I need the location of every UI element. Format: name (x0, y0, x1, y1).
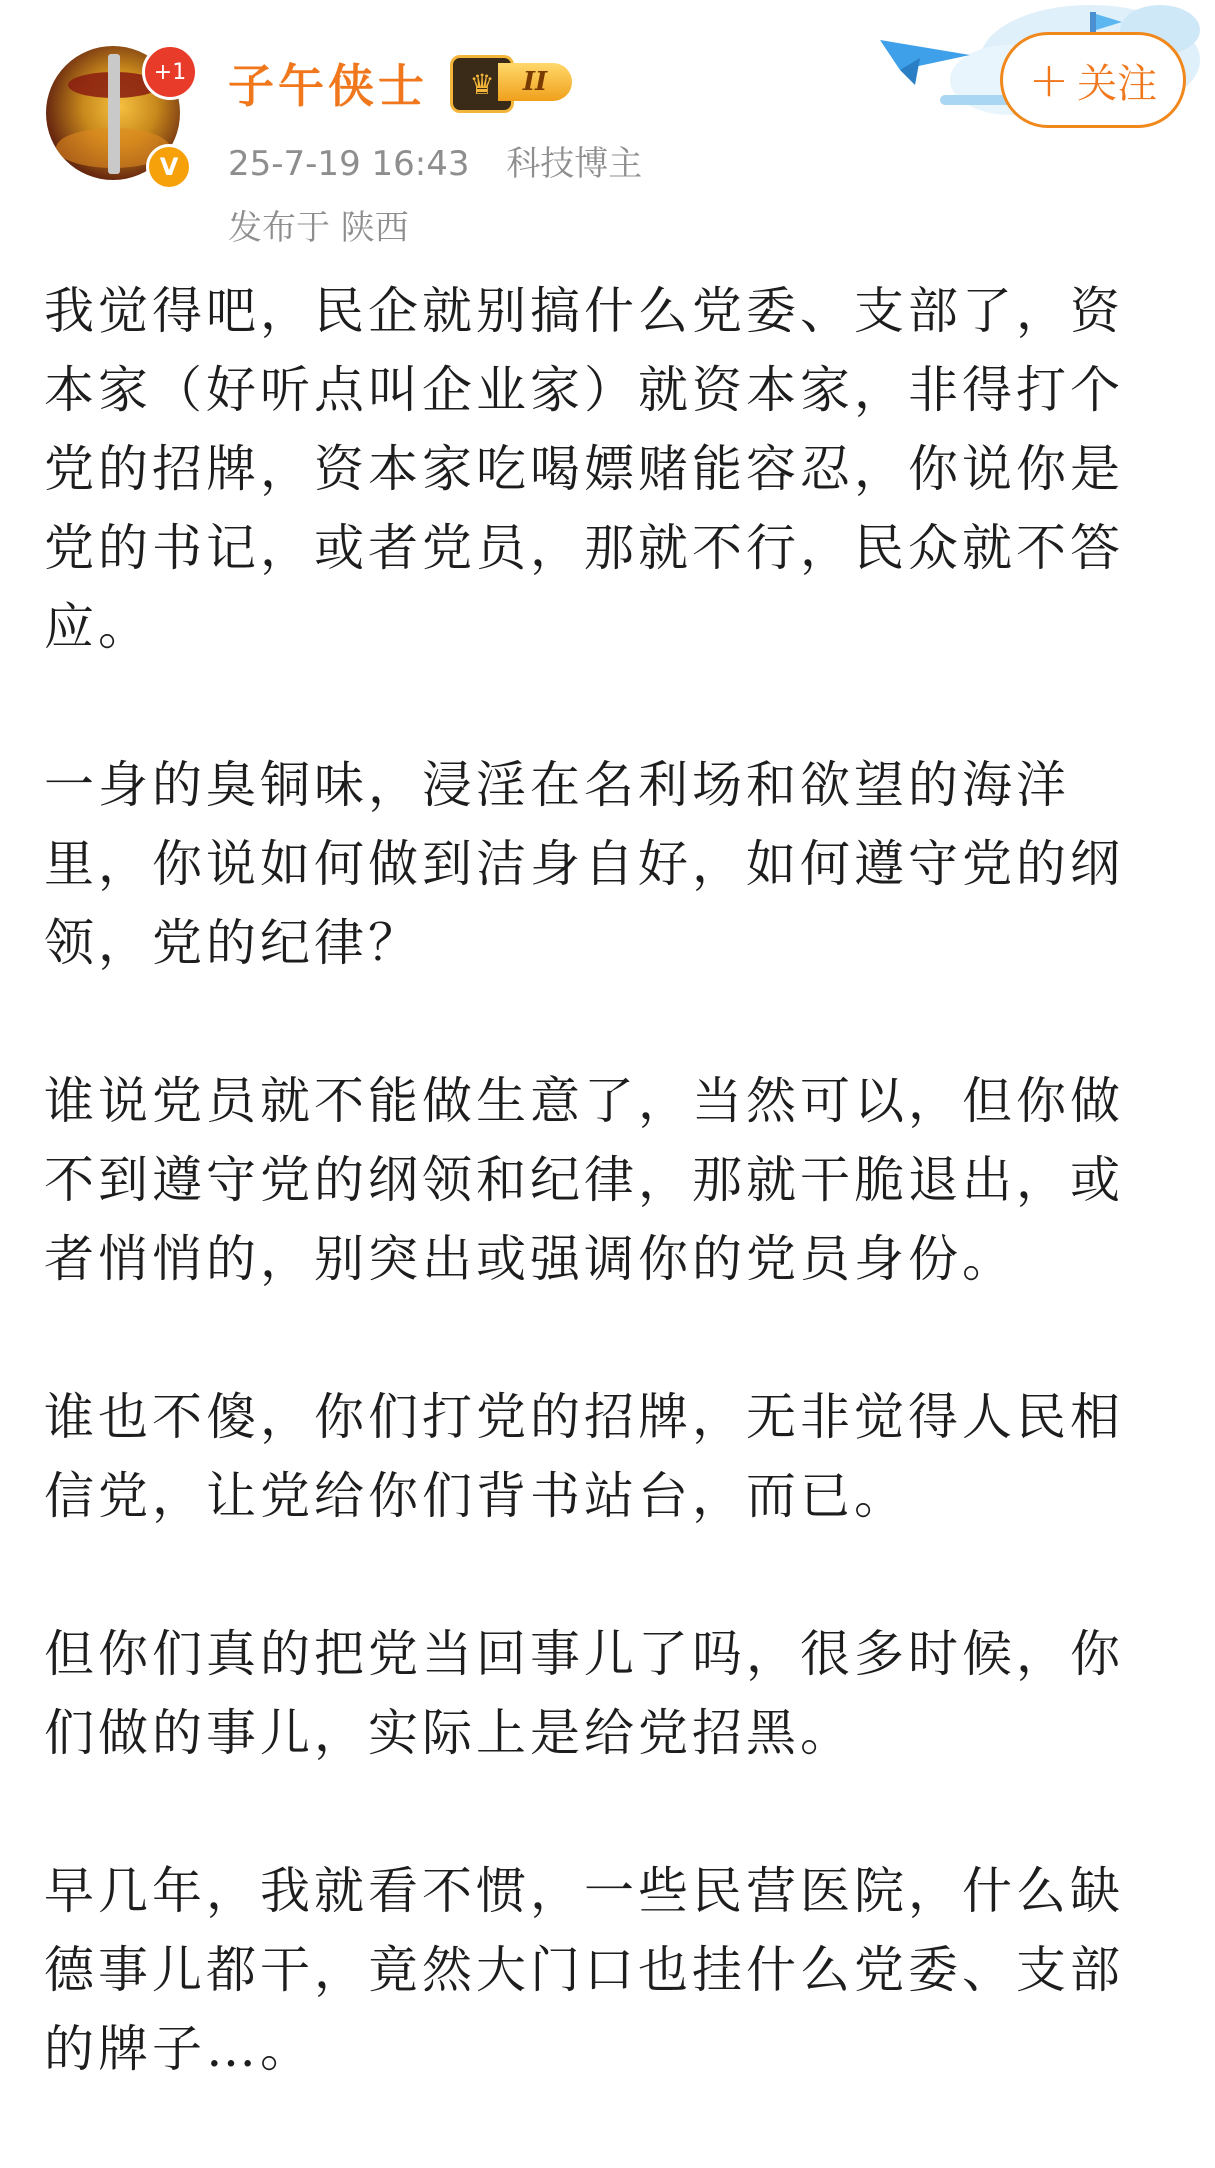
post-meta (228, 136, 668, 185)
plus-icon: + (1028, 52, 1070, 108)
username[interactable]: 子午侠士 (228, 59, 428, 113)
avatar-staff (108, 54, 120, 174)
follow-button[interactable] (1000, 32, 1186, 128)
crown-icon: ♛ (450, 55, 514, 113)
avatar-container[interactable] (46, 46, 187, 181)
member-level-badge[interactable] (450, 55, 580, 107)
plus-one-badge: +1 (142, 44, 198, 100)
post-header (0, 0, 1215, 250)
follow-button-label: 关注 (1077, 60, 1158, 107)
timestamp: 25-7-19 16:43 (228, 144, 470, 184)
post-paragraph: 谁说党员就不能做生意了，当然可以，但你做不到遵守党的纲领和纪律，那就干脆退出，或者悄悄的，别突出或强调你的党员身份。 (44, 1072, 1124, 1288)
author-role: 科技博主 (506, 144, 643, 184)
level-label: II (498, 63, 572, 101)
verified-icon: V (146, 144, 192, 190)
post-paragraph: 早几年，我就看不惯，一些民营医院，什么缺德事儿都干，竟然大门口也挂什么党委、支部的牌子…。 (44, 1862, 1124, 2078)
post-paragraph: 但你们真的把党当回事儿了吗，很多时候，你们做的事儿，实际上是给党招黑。 (44, 1625, 1124, 1762)
post-location: 发布于 陕西 (228, 208, 409, 248)
post-paragraph: 一身的臭铜味，浸淫在名利场和欲望的海洋里，你说如何做到洁身自好，如何遵守党的纲领，党的纪律？ (44, 756, 1124, 972)
post-paragraph: 谁也不傻，你们打党的招牌，无非觉得人民相信党，让党给你们背书站台，而已。 (44, 1388, 1124, 1525)
post-paragraph: 我觉得吧，民企就别搞什么党委、支部了，资本家（好听点叫企业家）就资本家，非得打个党的招牌，资本家吃喝嫖赌能容忍，你说你是党的书记，或者党员，那就不行，民众就不答应。 (44, 282, 1124, 656)
post-content (44, 272, 1174, 2168)
